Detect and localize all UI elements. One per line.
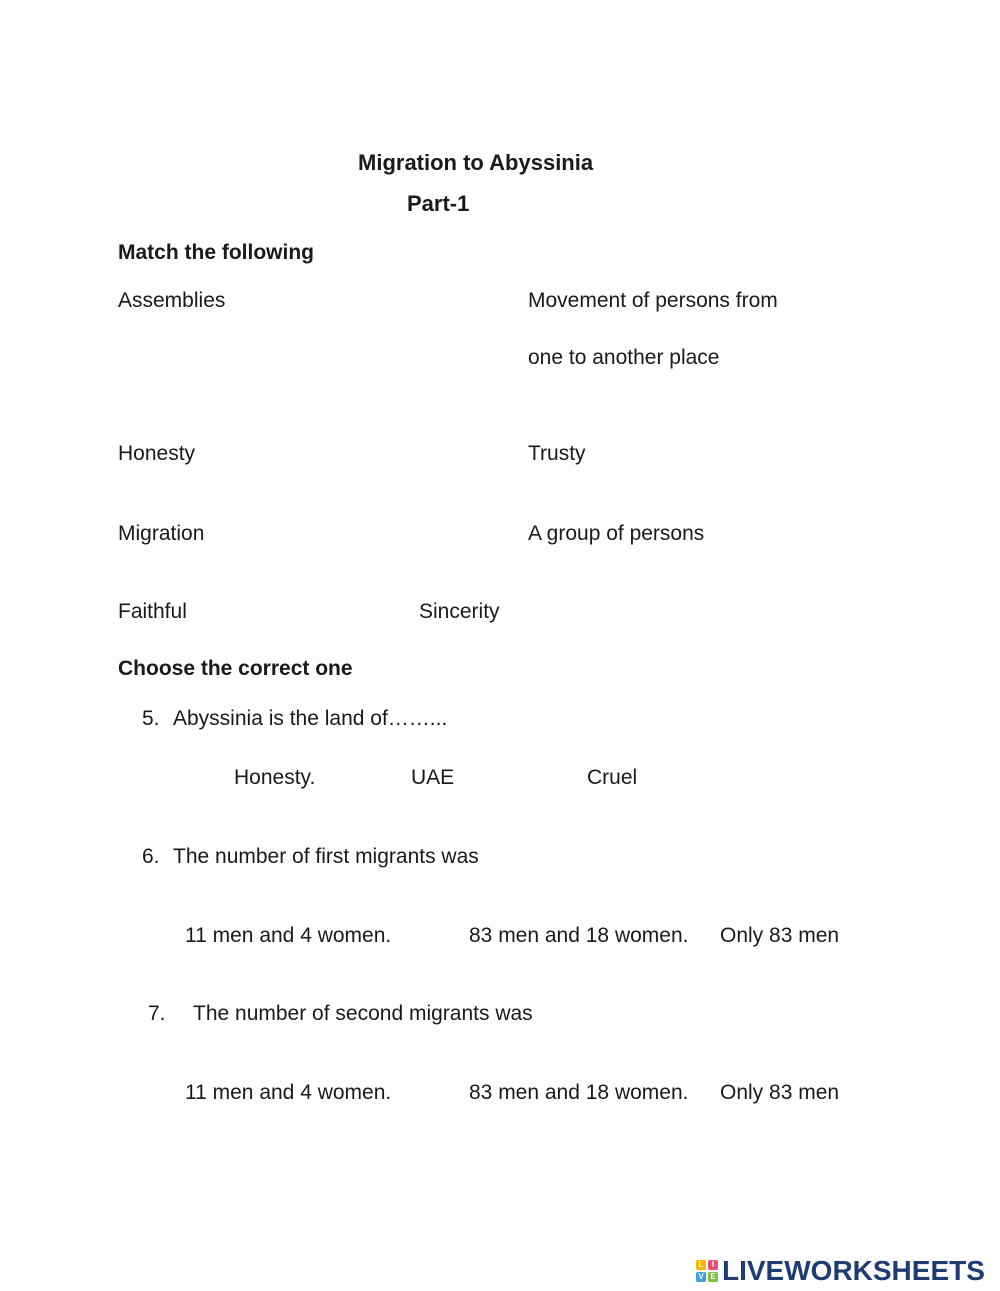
- match-right-item-movement: Movement of persons from: [528, 289, 778, 312]
- match-left-item-honesty: Honesty: [118, 442, 196, 465]
- question-6-option-c: Only 83 men: [720, 924, 840, 947]
- question-5-option-honesty: Honesty.: [234, 766, 316, 789]
- match-right-item-trusty: Trusty: [528, 442, 586, 465]
- logo-mark-l: L: [696, 1260, 706, 1270]
- match-left-item-migration: Migration: [118, 522, 205, 545]
- page-title: Migration to Abyssinia: [358, 150, 594, 175]
- question-7-number: 7.: [148, 1002, 166, 1025]
- question-6-number: 6.: [142, 845, 160, 868]
- match-right-item-group: A group of persons: [528, 522, 705, 545]
- question-5-text: Abyssinia is the land of……...: [173, 707, 448, 730]
- question-5-option-uae: UAE: [411, 766, 455, 789]
- liveworksheets-logo: [696, 1254, 985, 1288]
- match-left-item-faithful: Faithful: [118, 600, 187, 623]
- logo-mark-v: V: [696, 1272, 706, 1282]
- question-7-option-c: Only 83 men: [720, 1081, 840, 1104]
- question-6-option-a: 11 men and 4 women.: [185, 924, 392, 947]
- question-6-text: The number of first migrants was: [173, 845, 479, 868]
- liveworksheets-logo-icon: [696, 1260, 718, 1282]
- match-left-item-assemblies: Assemblies: [118, 289, 226, 312]
- page-subtitle: Part-1: [407, 191, 470, 216]
- question-7-option-a: 11 men and 4 women.: [185, 1081, 392, 1104]
- question-5-number: 5.: [142, 707, 160, 730]
- match-right-item-movement-cont: one to another place: [528, 346, 720, 369]
- question-6-option-b: 83 men and 18 women.: [469, 924, 689, 947]
- logo-mark-i: I: [708, 1260, 718, 1270]
- question-5-option-cruel: Cruel: [587, 766, 638, 789]
- logo-mark-e: E: [708, 1272, 718, 1282]
- match-heading: Match the following: [118, 241, 314, 264]
- question-7-option-b: 83 men and 18 women.: [469, 1081, 689, 1104]
- choose-heading: Choose the correct one: [118, 657, 353, 680]
- liveworksheets-logo-text: LIVEWORKSHEETS: [722, 1255, 985, 1286]
- question-7-text: The number of second migrants was: [193, 1002, 533, 1025]
- match-right-item-sincerity: Sincerity: [419, 600, 500, 623]
